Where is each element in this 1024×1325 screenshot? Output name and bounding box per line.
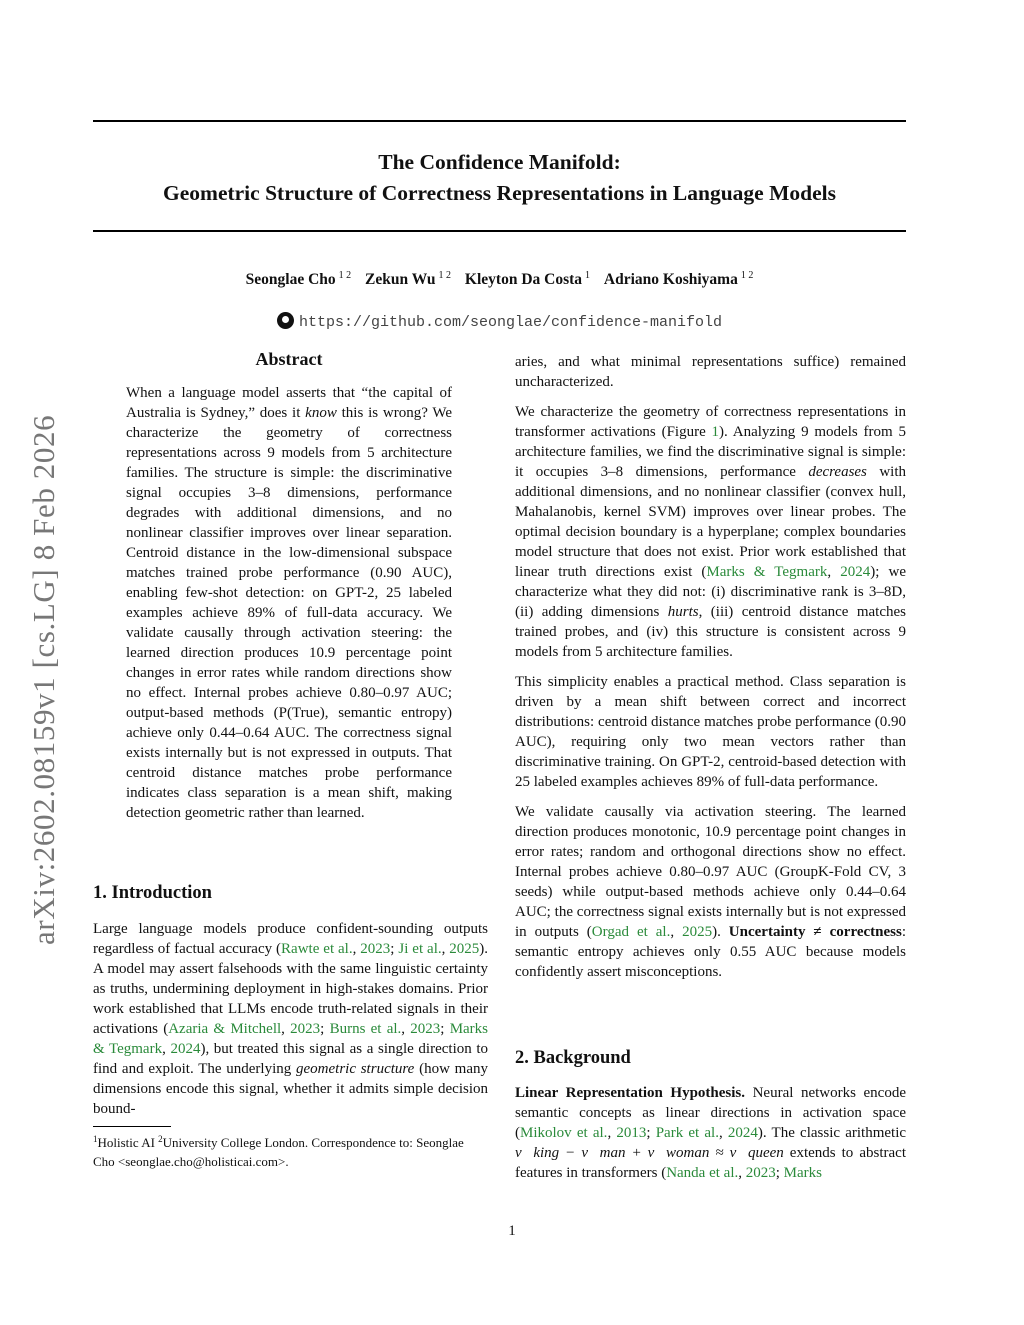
citation-link[interactable]: 2024 [170, 1041, 201, 1057]
author: Adriano Koshiyama $^{1 2}$ [603, 270, 754, 288]
citation-link[interactable]: 2023 [745, 1165, 776, 1181]
citation-link[interactable]: Mikolov et al. [520, 1125, 608, 1141]
section-heading-background: 2. Background [515, 1048, 631, 1068]
section-heading-introduction: 1. Introduction [93, 883, 212, 903]
citation-link[interactable]: 2024 [840, 564, 871, 580]
title-bottom-rule [93, 230, 906, 232]
citation-link[interactable]: Ji et al. [398, 941, 442, 957]
citation-link[interactable]: Marks & Tegmark [706, 564, 828, 580]
citation-link[interactable]: Azaria & Mitchell [168, 1021, 282, 1037]
right-column [515, 352, 906, 982]
citation-link[interactable]: 2023 [290, 1021, 321, 1037]
paragraph-method: This simplicity enables a practical method. Class separation is driven by a mean shift between correct and incorrect distributions: centroid distance matches probe performance (0.90 AUC), requiring only two mean vectors rather than discriminative training. On GPT-2, centroid-based detection with 25 labeled examples achieves 89% of full-data performance. [515, 674, 906, 790]
citation-link[interactable]: 2013 [616, 1125, 647, 1141]
citation-link[interactable]: Rawte et al. [281, 941, 353, 957]
paragraph-validation: We validate causally via activation steering. The learned direction produces monotonic, 10.9 percentage point changes in error rates; random and orthogonal directions show no effect. Internal probes achieve 0.80–0.97 AUC (GroupK-Fold CV, 3 seeds) while output-based methods achieve only 0.44–0.64 AUC; the correctness signal exists internally but is not expressed in outputs (Orgad et al., 2025). Uncertainty ≠ correctness: semantic entropy achieves only 0.55 AUC because models confidently assert misconceptions. [515, 804, 906, 980]
paragraph-continuation: aries, and what minimal representations suffice) remained uncharacterized. [515, 354, 906, 390]
author: Seonglae Cho $^{1 2}$ [245, 270, 352, 288]
abstract-heading: Abstract [255, 349, 323, 369]
title-top-rule [93, 120, 906, 122]
author: Kleyton Da Costa $^1$ [464, 270, 591, 288]
citation-link[interactable]: 2024 [727, 1125, 758, 1141]
github-icon [277, 312, 294, 329]
citation-link[interactable]: Nanda et al. [666, 1165, 739, 1181]
run-in-heading: Linear Representation Hypothesis. [515, 1085, 746, 1101]
figure-ref-link[interactable]: 1 [711, 424, 720, 440]
vector-equation: v⃗king − v⃗man + v⃗woman ≈ v⃗queen [515, 1145, 784, 1161]
abstract-paragraph: When a language model asserts that “the capital of Australia is Sydney,” does it know this is wrong? We characterize the geometry of correctness representations across 9 models from 5 architecture families. The structure is simple: the discriminative signal occupies 3–8 dimensions, performance degrades with additional dimensions, and no nonlinear classifier improves over linear separation. Centroid distance in the low-dimensional subspace matches trained probe performance (0.90 AUC), enabling few-shot detection: on GPT-2, 25 labeled examples achieve 89% of full-data accuracy. We validate causally through activation steering: the learned direction produces 10.9 percentage point changes in error rates while random directions show no effect. Internal probes achieve 0.80–0.97 AUC; output-based methods (P(True), semantic entropy) achieve only 0.44–0.64 AUC. The correctness signal exists internally but is not expressed in outputs. That centroid distance matches probe performance indicates class separation is a mean shift, making detection geometric rather than learned. [126, 385, 452, 821]
paragraph-contributions: We characterize the geometry of correctness representations in transformer activations (Figure 1). Analyzing 9 models from 5 architecture families, we find the discriminative signal is simple: it occupies 3–8 dimensions, performance decreases with additional dimensions, and no nonlinear classifier (convex hull, Mahalanobis, kernel SVM) improves over linear probes. The optimal decision boundary is a hyperplane; complex boundaries model structure that does not exist. Prior work established that linear truth directions exist (Marks & Tegmark, 2024); we characterize what they did not: (i) discriminative rank is 3–8D, (ii) adding dimensions hurts, (iii) centroid distance matches trained probes, and (iv) this structure is consistent across 9 models from 5 architecture families. [515, 404, 907, 660]
footnote-rule [93, 1126, 171, 1127]
citation-link[interactable]: 2025 [682, 924, 713, 940]
citation-link[interactable]: 2023 [410, 1021, 441, 1037]
background-paragraph: Linear Representation Hypothesis. Neural networks encode semantic concepts as linear directions in activation space (Mikolov et al., 2013; Park et al., 2024). The classic arithmetic v⃗king − v⃗man + v⃗woman ≈ v⃗queen extends to abstract features in transformers (Nanda et al., 2023; Marks [515, 1085, 907, 1181]
citation-link[interactable]: Marks [783, 1165, 822, 1181]
citation-link[interactable]: Burns et al. [329, 1021, 402, 1037]
author-list [93, 265, 906, 291]
citation-link[interactable]: 2023 [360, 941, 391, 957]
author: Zekun Wu $^{1 2}$ [365, 270, 452, 288]
citation-link[interactable]: Marks & Tegmark [93, 1021, 489, 1057]
title-line-2: Geometric Structure of Correctness Representations in Language Models [163, 181, 836, 205]
title-line-1: The Confidence Manifold: [378, 150, 621, 174]
abstract-body [126, 383, 452, 823]
background-body [515, 1083, 906, 1183]
intro-paragraph: Large language models produce confident-sounding outputs regardless of factual accuracy (Rawte et al., 2023; Ji et al., 2025). A model may assert falsehoods with the same linguistic certainty as truths, undermining deployment in high-stakes domains. Prior work established that LLMs encode truth-related signals in their activations (Azaria & Mitchell, 2023; Burns et al., 2023; Marks & Tegmark, 2024), but treated this signal as a single direction to find and exploit. The underlying geometric structure (how many dimensions encode this signal, whether it admits simple decision bound- [93, 921, 489, 1117]
introduction-body [93, 919, 488, 1119]
citation-link[interactable]: Park et al. [655, 1125, 719, 1141]
page-number: 1 [508, 1223, 516, 1239]
repo-link-row[interactable] [93, 312, 906, 331]
paper-title [93, 147, 906, 209]
affiliation-footnote: $^1$Holistic AI $^2$University College London. Correspondence to: Seonglae Cho <seonglae.cho@holisticai.com>. [93, 1134, 464, 1169]
arxiv-sidebar-stamp: arXiv:2602.08159v1 [cs.LG] 8 Feb 2026 [26, 414, 61, 945]
citation-link[interactable]: Orgad et al. [591, 924, 671, 940]
repo-link[interactable]: https://github.com/seonglae/confidence-manifold [298, 314, 723, 331]
citation-link[interactable]: 2025 [449, 941, 480, 957]
